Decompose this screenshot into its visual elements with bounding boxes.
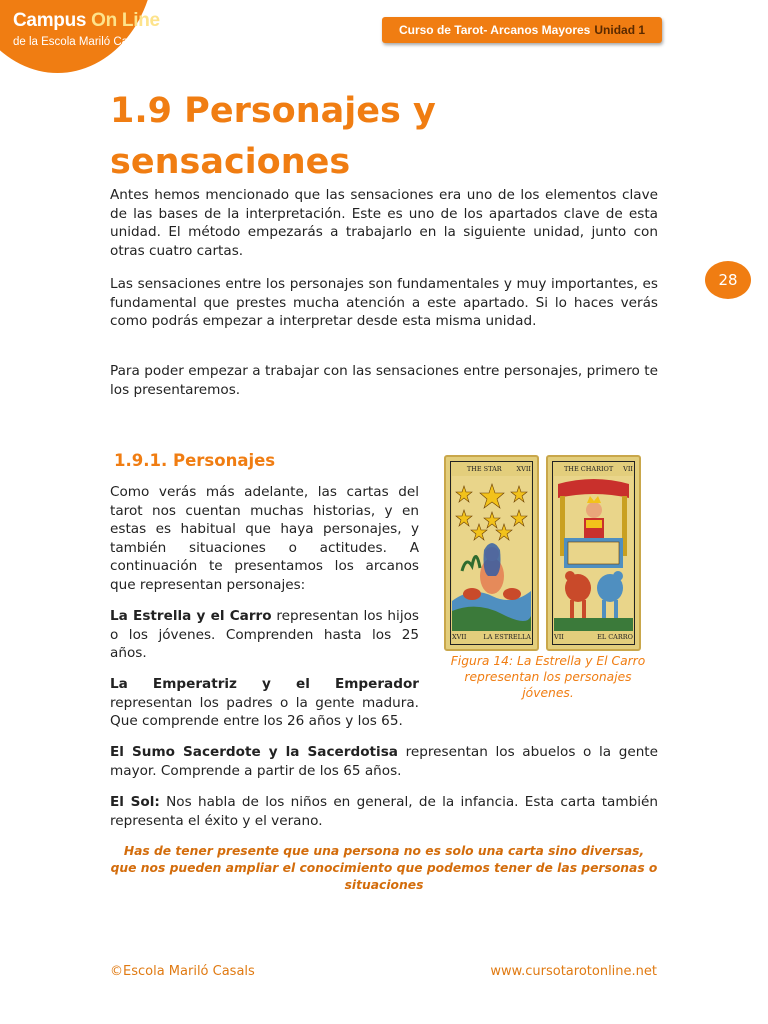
item-text: representan los hijos o los jóvenes. Comprenden hasta los 25 años. (110, 608, 419, 661)
footer-copyright: ©Escola Mariló Casals (110, 964, 255, 979)
item-emperatriz-emperador (110, 675, 419, 731)
card-top-center: THE CHARIOT (563, 465, 614, 473)
intro-paragraph-2: Las sensaciones entre los personajes son fundamentales y muy importantes, es fundamental que prestes mucha atención a este apartado. Si lo haces verás como podrás empezar a interpretar desde esta misma unidad. (110, 276, 658, 329)
page-number: 28 (705, 261, 751, 299)
tarot-figure (444, 455, 642, 653)
card-top-right: XVII (516, 465, 531, 473)
card-the-chariot (546, 455, 641, 651)
card-bottom-left: XVII (452, 633, 467, 641)
chariot-card-illustration (554, 476, 633, 631)
course-header-badge (382, 17, 662, 43)
logo-title (13, 10, 160, 32)
item-sacerdote-sacerdotisa (110, 743, 658, 780)
card-bottom-right: EL CARRO (597, 633, 633, 641)
card-bottom-left: VII (554, 633, 564, 641)
intro-paragraph-1: Antes hemos mencionado que las sensaciones era uno de los elementos clave de las bases de la interpretación. Este es uno de los apartados clave de esta unidad. El método empezarás a trabajarlo en la siguiente unidad, junto con otras cuatro cartas. (110, 187, 658, 259)
subsection-intro: Como verás más adelante, las cartas del tarot nos cuentan muchas historias, y en estas es habitual que haya personajes, y también situaciones o actitudes. A continuación te presentamos los arcanos que representan personajes: (110, 484, 419, 593)
logo-title-online: On Line (91, 10, 160, 31)
course-title: Curso de Tarot- Arcanos Mayores (398, 23, 591, 37)
intro-paragraph-3: Para poder empezar a trabajar con las sensaciones entre personajes, primero te los presentaremos. (110, 363, 658, 398)
item-bold: La Estrella y el Carro (110, 608, 272, 624)
highlight-note: Has de tener presente que una persona no es solo una carta sino diversas, que nos pueden ampliar el conocimiento que podemos tener de las personas o situaciones (110, 844, 658, 892)
card-bottom-right: LA ESTRELLA (483, 633, 531, 641)
item-text: Nos habla de los niños en general, de la infancia. Esta carta también representa el éxito y el verano. (110, 794, 658, 829)
footer-website-link[interactable]: www.cursotarotonline.net (490, 964, 657, 979)
item-sol (110, 793, 658, 830)
item-bold: El Sumo Sacerdote y la Sacerdotisa (110, 744, 398, 760)
item-text: representan los abuelos o la gente mayor. Comprende a partir de los 65 años. (110, 744, 658, 779)
star-card-illustration (452, 476, 531, 631)
page-title: 1.9 Personajes y sensaciones (110, 91, 436, 182)
unit-label: Unidad 1 (594, 23, 646, 37)
item-bold: La Emperatriz y el Emperador (110, 676, 419, 692)
card-top-center: THE STAR (466, 465, 502, 473)
logo-title-campus: Campus (13, 10, 87, 31)
logo-subtitle: de la Escola Mariló Casals (13, 36, 149, 48)
figure-caption: Figura 14: La Estrella y El Carro representan los personajes jóvenes. (450, 654, 646, 700)
card-top-right: VII (623, 465, 633, 473)
item-estrella-carro (110, 607, 419, 663)
item-bold: El Sol: (110, 794, 160, 810)
card-the-star (444, 455, 539, 651)
item-text: representan los padres o la gente madura. Que comprende entre los 26 años y los 65. (110, 694, 419, 729)
subsection-title: 1.9.1. Personajes (114, 451, 276, 470)
